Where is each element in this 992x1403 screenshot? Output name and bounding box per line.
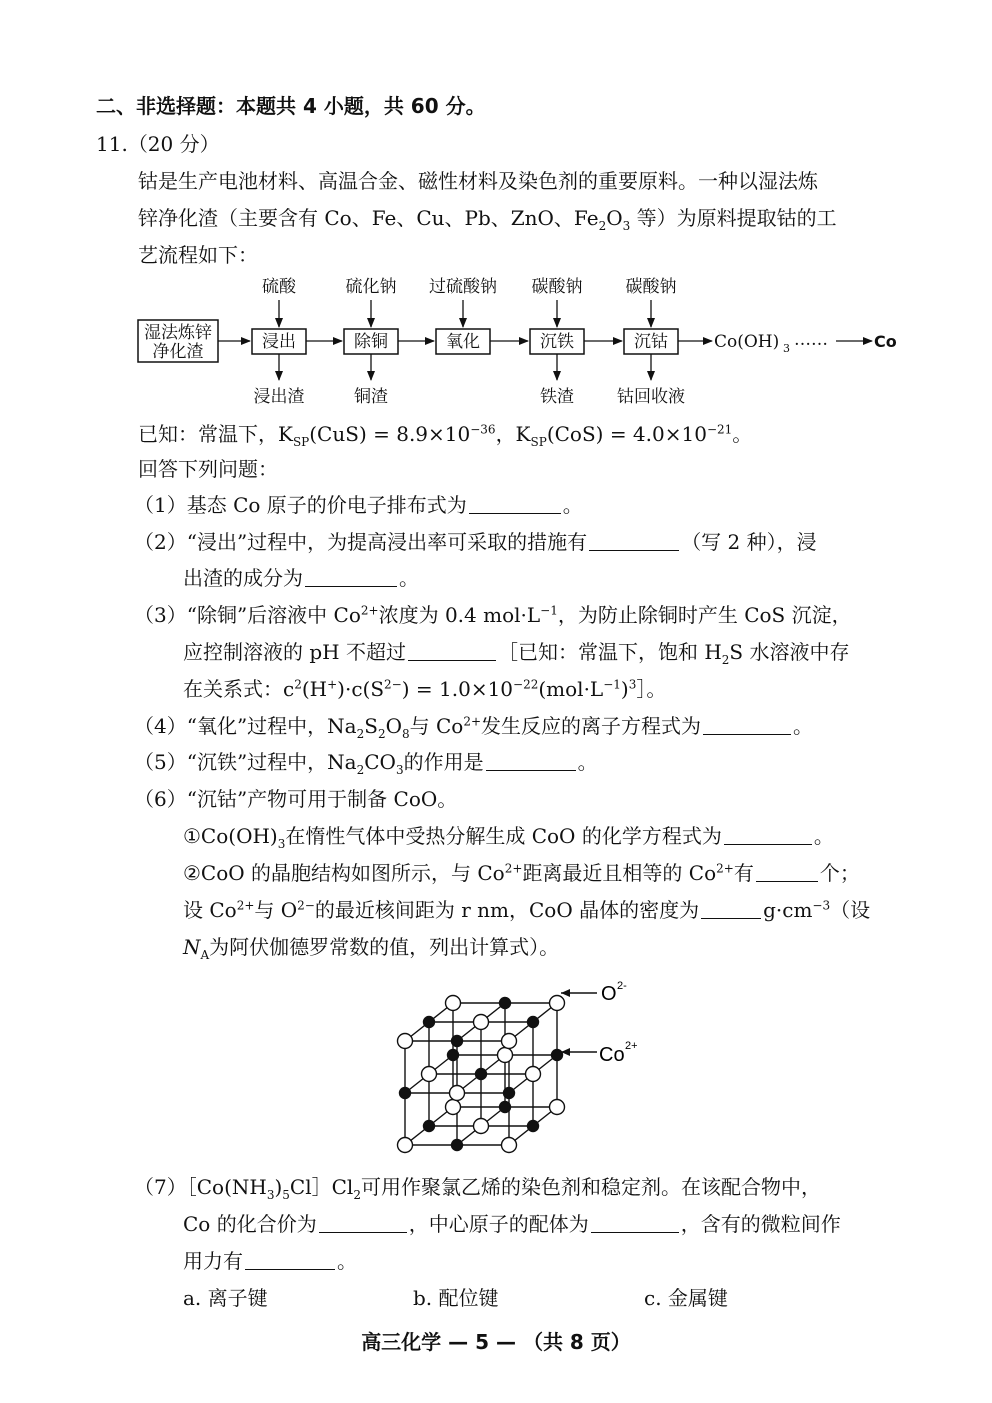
subscript: 8 — [402, 727, 410, 741]
oxide-ion — [502, 1138, 517, 1153]
q-label: （6） — [134, 787, 187, 811]
start-label-1: 湿法炼锌 — [144, 323, 212, 343]
superscript: 3 — [628, 677, 637, 692]
cobalt-ion — [424, 1017, 435, 1028]
sub-question-3-line-3 — [183, 675, 666, 703]
sub-question-6-part-2-line-3 — [183, 933, 559, 961]
sub-question-6-part-2-line-2 — [183, 896, 870, 924]
oxide-ion — [474, 1119, 489, 1134]
q-text: 的作用是 — [403, 750, 484, 774]
q-text: 与 Co — [409, 714, 464, 738]
sub-question-6-part-1 — [183, 822, 834, 850]
oxide-ion — [474, 1015, 489, 1030]
q-text: 个； — [819, 861, 860, 885]
oxide-ion — [498, 1048, 513, 1063]
q-text: ，中心原子的配体为 — [408, 1212, 589, 1236]
q-text: 。 — [793, 714, 814, 738]
start-label-2: 净化渣 — [152, 342, 204, 362]
cobalt-ion — [500, 1102, 511, 1113]
superscript: −22 — [513, 677, 539, 692]
answer-blank[interactable] — [703, 714, 791, 735]
q-text: “氧化”过程中，Na — [186, 714, 357, 738]
answer-blank[interactable] — [591, 1212, 679, 1233]
q-text: “沉钴”产物可用于制备 CoO。 — [186, 787, 458, 811]
question-header — [96, 130, 220, 158]
q-text: 距离最近且相等的 Co — [522, 861, 717, 885]
subscript: 2 — [377, 727, 386, 741]
sub-question-4 — [134, 712, 813, 740]
cobalt-ion — [500, 998, 511, 1009]
q-text: 用力有 — [183, 1249, 243, 1273]
cobalt-ion — [528, 1121, 539, 1132]
q-text: “沉铁”过程中，Na — [186, 750, 357, 774]
q-text: (mol·L — [538, 677, 604, 701]
q-text: ) — [620, 677, 629, 701]
product-cobalt: Co — [874, 332, 897, 351]
q-label: （7） — [134, 1175, 187, 1199]
known-ksp — [138, 420, 752, 448]
q-text: ］。 — [636, 677, 667, 701]
known-text: (CoS) = 4.0×10 — [546, 422, 707, 446]
q-text: (H — [301, 677, 328, 701]
reagent-sodium-persulfate: 过硫酸钠 — [429, 277, 497, 297]
answer-blank[interactable] — [408, 640, 496, 661]
step-label-cobalt-precipitation: 沉钴 — [634, 332, 668, 352]
superscript: 2− — [297, 898, 315, 913]
subscript: A — [200, 948, 210, 962]
sub-question-6-part-2 — [183, 859, 860, 887]
q-label: （3） — [134, 603, 187, 627]
byproduct-leach-residue: 浸出渣 — [253, 387, 305, 407]
intro-text: 锌净化渣（主要含有 Co、Fe、Cu、Pb、ZnO、Fe — [138, 206, 599, 230]
step-label-iron-precipitation: 沉铁 — [540, 332, 574, 352]
q-text: S — [364, 714, 378, 738]
q-text: 在关系式：c — [183, 677, 295, 701]
answer-blank[interactable] — [589, 530, 679, 551]
sub-question-7 — [134, 1173, 821, 1201]
ksp-subscript: SP — [292, 435, 310, 449]
cobalt-ion — [424, 1121, 435, 1132]
subscript: 3 — [277, 837, 286, 851]
known-text: 已知：常温下，K — [138, 422, 293, 446]
superscript: 2+ — [716, 861, 734, 876]
option-c[interactable]: c. 金属键 — [644, 1286, 728, 1310]
subscript: 2 — [598, 219, 607, 233]
sub-question-1 — [134, 491, 583, 519]
q-text: 应控制溶液的 pH 不超过 — [183, 640, 406, 664]
section-title: 二、非选择题：本题共 4 小题，共 60 分。 — [96, 94, 486, 118]
cobalt-ion — [504, 1088, 515, 1099]
q-text: 设 Co — [183, 898, 237, 922]
q-text: ，为防止除铜时产生 CoS 沉淀， — [557, 603, 852, 627]
known-text: (CuS) = 8.9×10 — [309, 422, 471, 446]
reagent-sodium-sulfide: 硫化钠 — [345, 277, 397, 297]
q-text: O — [385, 714, 402, 738]
q-text: 基态 Co 原子的价电子排布式为 — [186, 493, 467, 517]
process-flowchart — [130, 272, 910, 412]
q-text: 发生反应的离子方程式为 — [481, 714, 702, 738]
q-text: 的最近核间距为 r nm，CoO 晶体的密度为 — [314, 898, 700, 922]
oxide-ion — [446, 996, 461, 1011]
option-a[interactable]: a. 离子键 — [183, 1286, 268, 1310]
cobalt-ion — [552, 1050, 563, 1061]
byproduct-iron-residue: 铁渣 — [540, 387, 574, 407]
cobalt-ion — [452, 1036, 463, 1047]
answer-blank[interactable] — [756, 861, 818, 882]
intro-line-3: 艺流程如下： — [138, 243, 258, 267]
coo-unit-cell-diagram — [385, 975, 645, 1160]
q-text: 为阿伏伽德罗常数的值，列出计算式）。 — [209, 935, 560, 959]
q-text: g·cm — [763, 898, 813, 922]
option-b[interactable]: b. 配位键 — [413, 1286, 499, 1310]
exponent: −36 — [470, 422, 496, 437]
q-text: 。 — [813, 824, 834, 848]
q-text: “除铜”后溶液中 Co — [186, 603, 361, 627]
intro-line-1: 钴是生产电池材料、高温合金、磁性材料及染色剂的重要原料。一种以湿法炼 — [138, 169, 818, 193]
intro-text: 等）为原料提取钴的工 — [630, 206, 837, 230]
answer-blank[interactable] — [305, 566, 397, 587]
subscript: 3 — [622, 219, 631, 233]
oxide-ion — [398, 1034, 413, 1049]
superscript: −1 — [540, 603, 558, 618]
q-text: （写 2 种），浸 — [681, 530, 817, 554]
oxide-ion — [450, 1086, 465, 1101]
superscript: −3 — [812, 898, 831, 913]
superscript: 2− — [384, 677, 402, 692]
sub-question-7-line-2 — [183, 1210, 841, 1238]
answer-prompt: 回答下列问题： — [138, 457, 278, 481]
sub-question-5 — [134, 748, 598, 776]
superscript: 2+ — [463, 714, 482, 729]
q-text: 可用作聚氯乙烯的染色剂和稳定剂。在该配合物中， — [360, 1175, 821, 1199]
answer-blank[interactable] — [724, 824, 812, 845]
answer-blank[interactable] — [701, 898, 761, 919]
product-cobalt-hydroxide: Co(OH) — [714, 332, 780, 352]
q-label: （1） — [134, 493, 187, 517]
superscript: −1 — [603, 677, 621, 692]
label-oxide-charge: 2- — [617, 980, 627, 992]
intro-line-2 — [138, 204, 837, 232]
q-text: ，含有的微粒间作 — [680, 1212, 841, 1236]
answer-blank[interactable] — [486, 750, 576, 771]
step-label-oxidation: 氧化 — [446, 332, 480, 352]
q-label: （2） — [134, 530, 187, 554]
question-number: 11. — [96, 132, 128, 156]
sub-question-2-line-2 — [183, 564, 419, 592]
label-cobalt-ion: Co — [599, 1044, 625, 1066]
sub-question-6 — [134, 785, 457, 813]
step-label-copper-removal: 除铜 — [354, 332, 388, 352]
oxide-ion — [550, 1100, 565, 1115]
intro-text: O — [606, 206, 623, 230]
known-text: 。 — [732, 422, 753, 446]
cobalt-ion — [452, 1140, 463, 1151]
cobalt-ion — [400, 1088, 411, 1099]
reagent-sodium-carbonate: 碳酸钠 — [531, 277, 583, 297]
q-text: ) = 1.0×10 — [401, 677, 514, 701]
q-text: 出渣的成分为 — [183, 566, 303, 590]
q-text: ［Co(NH — [186, 1175, 267, 1199]
q-text: )·c(S — [337, 677, 385, 701]
subscript: 3 — [395, 763, 404, 777]
q-text: 。 — [577, 750, 598, 774]
oxide-ion — [526, 1067, 541, 1082]
q-text: 。 — [399, 566, 419, 590]
cobalt-ion — [448, 1050, 459, 1061]
q-text: （设 — [830, 898, 871, 922]
q-text: Co 的化合价为 — [183, 1212, 317, 1236]
sub-question-3-line-2 — [183, 638, 849, 666]
reagent-sulfuric-acid: 硫酸 — [262, 277, 296, 297]
ksp-subscript: SP — [530, 435, 547, 449]
oxide-ion — [422, 1067, 437, 1082]
label-cobalt-charge: 2+ — [625, 1040, 638, 1052]
q-label: （5） — [134, 750, 187, 774]
reagent-sodium-carbonate-2: 碳酸钠 — [625, 277, 677, 297]
product-dots: …… — [794, 330, 828, 350]
cobalt-ion — [528, 1017, 539, 1028]
q-text: 。 — [562, 493, 583, 517]
byproduct-cobalt-recovery-liquid: 钴回收液 — [617, 387, 685, 407]
known-text: ，K — [495, 422, 531, 446]
arrowhead-icon — [561, 989, 570, 997]
subscript: 3 — [266, 1188, 275, 1202]
q-text: CO — [364, 750, 396, 774]
oxide-ion — [398, 1138, 413, 1153]
answer-blank[interactable] — [245, 1249, 335, 1270]
q-text: 浓度为 0.4 mol·L — [378, 603, 541, 627]
oxide-ion — [550, 996, 565, 1011]
exponent: −21 — [706, 422, 733, 437]
q-text: 。 — [337, 1249, 357, 1273]
superscript: 2+ — [236, 898, 255, 913]
subscript: 2 — [356, 727, 365, 741]
answer-blank[interactable] — [469, 493, 561, 514]
q-label: （4） — [134, 714, 187, 738]
q-text: ［已知：常温下，饱和 H — [497, 640, 722, 664]
product-subscript: 3 — [783, 342, 790, 355]
q-text: 有 — [733, 861, 754, 885]
q-text: Cl］Cl — [289, 1175, 354, 1199]
superscript: 2+ — [504, 861, 523, 876]
subscript: 2 — [353, 1188, 361, 1202]
q-text: ①Co(OH) — [183, 824, 278, 848]
label-oxide: O — [601, 983, 617, 1005]
q-text: 与 O — [254, 898, 298, 922]
superscript: 2 — [294, 677, 302, 692]
sub-question-2 — [134, 528, 817, 556]
superscript: 2+ — [360, 603, 379, 618]
q-text: 在惰性气体中受热分解生成 CoO 的化学方程式为 — [285, 824, 722, 848]
superscript: + — [327, 677, 338, 692]
subscript: 2 — [721, 653, 730, 667]
oxide-ion — [446, 1100, 461, 1115]
sub-question-7-line-3 — [183, 1247, 357, 1275]
question-points: （20 分） — [127, 132, 220, 156]
page-footer: 高三化学 — 5 — （共 8 页） — [361, 1330, 631, 1354]
q-text: S 水溶液中存 — [729, 640, 850, 664]
q-text: N — [183, 935, 201, 959]
cobalt-ion — [476, 1069, 487, 1080]
byproduct-copper-residue: 铜渣 — [354, 387, 388, 407]
sub-question-3 — [134, 601, 852, 629]
subscript: 2 — [356, 763, 365, 777]
q-text: ②CoO 的晶胞结构如图所示，与 Co — [183, 861, 505, 885]
step-label-leach: 浸出 — [262, 332, 296, 352]
q-text: “浸出”过程中，为提高浸出率可采取的措施有 — [186, 530, 588, 554]
q-text: ) — [274, 1175, 283, 1199]
oxide-ion — [502, 1034, 517, 1049]
answer-blank[interactable] — [319, 1212, 407, 1233]
subscript: 5 — [282, 1188, 290, 1202]
